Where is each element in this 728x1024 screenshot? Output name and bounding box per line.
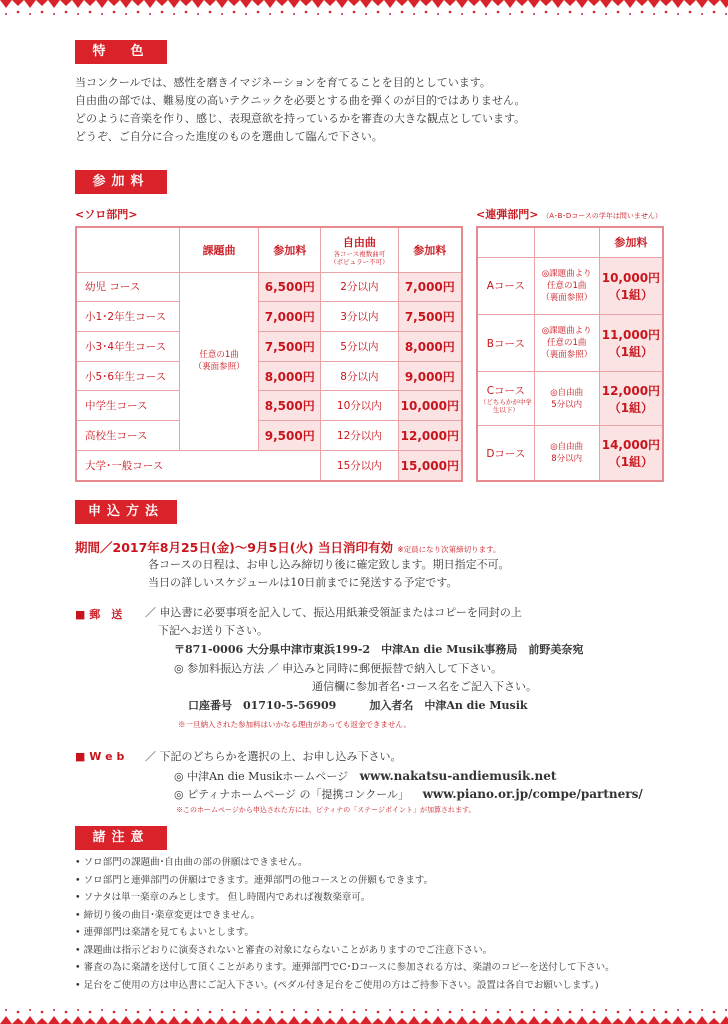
period-line: 当日の詳しいスケジュールは10日前までに発送する予定です。 xyxy=(148,576,458,589)
course-cell: Dコース xyxy=(477,426,534,481)
mail-label: ■ 郵 送 xyxy=(75,608,123,621)
fee-value: 11,000円 xyxy=(601,328,661,343)
course-cell: 小1･2年生コース xyxy=(76,302,179,332)
col-fee: 参加料 xyxy=(599,227,663,257)
features-line: 自由曲の部では、難易度の高いテクニックを必要とする曲を弾くのが目的ではありません。 xyxy=(75,94,526,107)
fee-cell xyxy=(599,372,663,426)
table-row xyxy=(76,421,462,451)
table-header-row xyxy=(76,227,462,272)
apply-period xyxy=(75,538,501,556)
content-line: 任意の1曲 xyxy=(547,338,587,349)
list-item: • 連弾部門は楽譜を見てもよいとします。 xyxy=(75,927,254,938)
content-line: ◎課題曲より xyxy=(541,268,592,279)
content-line: ◎課題曲より xyxy=(541,326,592,337)
table-row xyxy=(76,361,462,391)
duo-section-label xyxy=(476,206,662,222)
time-cell: 10分以内 xyxy=(321,391,398,421)
course-cell: 幼児 コース xyxy=(76,272,179,302)
task-text1: 任意の1曲 xyxy=(199,350,239,361)
table-row xyxy=(477,314,663,371)
fee1-cell: 8,500円 xyxy=(259,391,321,421)
col-free-label: 自由曲 xyxy=(342,235,376,249)
fee2-cell: 10,000円 xyxy=(398,391,462,421)
fees-heading: 参加料 xyxy=(75,170,167,194)
corner-cell xyxy=(76,227,179,272)
course-sub: （どちらかが中学生以下） xyxy=(479,398,532,415)
web-site-line xyxy=(174,785,643,804)
mail-line: 下記へお送り下さい。 xyxy=(158,624,268,637)
time-cell: 2分以内 xyxy=(321,272,398,302)
table-row xyxy=(76,450,462,481)
web-label: ■ W e b xyxy=(75,750,125,763)
list-item: • 足台をご使用の方は申込書にご記入下さい。(ペダル付き足台をご使用の方はご持参下さい。設置は各自でお願いします。) xyxy=(75,979,599,991)
table-row xyxy=(477,257,663,314)
account-line: 口座番号 01710-5-56909 加入者名 中津An die Musik xyxy=(188,699,528,712)
solo-fee-table xyxy=(75,226,463,482)
features-line: どうぞ、ご自分に合った進度のものを選曲して臨んで下さい。 xyxy=(75,130,383,143)
notes-list xyxy=(75,854,715,994)
mail-address: 〒871-0006 大分県中津市東浜199-2 中津An die Musik事務局 前野美奈宛 xyxy=(174,643,584,656)
col-free-note1: 各コース複数曲可 xyxy=(333,249,386,258)
mail-line: ／ 申込書に必要事項を記入して、振込用紙兼受領証またはコピーを同封の上 xyxy=(145,606,522,619)
list-item: • 課題曲は指示どおりに演奏されないと審査の対象にならないことがありますのでご注意下さい。 xyxy=(75,944,493,956)
list-item: • 審査の為に楽譜を送付して頂くことがあります。連弾部門でC･Dコースに参加される方は、楽譜のコピーを送付して下さい。 xyxy=(75,962,615,973)
fee-unit: （1組） xyxy=(608,455,654,470)
list-item: • ソロ部門と連弾部門の併願はできます。連弾部門の他コースとの併願もできます。 xyxy=(75,874,434,886)
course-cell: 小3･4年生コース xyxy=(76,331,179,361)
fee1-cell: 6,500円 xyxy=(259,272,321,302)
fee-value: 10,000円 xyxy=(601,270,661,285)
nakatsu-site-link[interactable]: www.nakatsu-andiemusik.net xyxy=(359,769,557,783)
time-cell: 3分以内 xyxy=(321,302,398,332)
list-item: • 締切り後の曲目･楽章変更はできません。 xyxy=(75,909,260,921)
apply-period-text: 期間／2017年8月25日(金)～9月5日(火) 当日消印有効 xyxy=(75,540,393,555)
content-cell xyxy=(534,257,599,314)
fee-cell xyxy=(599,426,663,481)
col-fee2: 参加料 xyxy=(398,227,462,272)
content-cell xyxy=(534,314,599,371)
fee2-cell: 8,000円 xyxy=(398,331,462,361)
fee2-cell: 7,000円 xyxy=(398,272,462,302)
time-cell: 15分以内 xyxy=(321,450,398,481)
col-fee1: 参加料 xyxy=(259,227,321,272)
content-line: （裏面参照） xyxy=(541,350,593,361)
fee1-cell: 9,500円 xyxy=(259,421,321,451)
apply-heading: 申込方法 xyxy=(75,500,177,524)
web-note: ※このホームページから申込された方には、ピティナの「ステージポイント」が加算されます。 xyxy=(176,806,476,814)
content-line: ◎自由曲 xyxy=(550,387,584,398)
web-site-line xyxy=(174,767,556,786)
transfer-line: ◎ 参加料振込方法 ／ 申込みと同時に郵便振替で納入して下さい。 xyxy=(174,662,503,675)
transfer-line: 通信欄に参加者名･コース名をご記入下さい。 xyxy=(312,680,537,693)
time-cell: 12分以内 xyxy=(321,421,398,451)
course-name: Cコース xyxy=(486,385,525,398)
fee-value: 14,000円 xyxy=(601,438,661,453)
solo-section-label: <ソロ部門> xyxy=(75,208,138,221)
col-free-note2: （ポピュラー不可） xyxy=(330,257,389,266)
features-line: 当コンクールでは、感性を磨きイマジネーションを育てることを目的としています。 xyxy=(75,76,491,89)
fee-unit: （1組） xyxy=(608,287,654,302)
fee1-cell: 7,000円 xyxy=(259,302,321,332)
fee-value: 12,000円 xyxy=(601,383,661,398)
fee2-cell: 7,500円 xyxy=(398,302,462,332)
task-cell xyxy=(179,272,258,450)
duo-fee-table xyxy=(476,226,664,482)
features-line: どのように音楽を作り、感じ、表現意欲を持っているかを審査の大きな観点としています。 xyxy=(75,112,526,125)
course-cell: Bコース xyxy=(477,314,534,371)
duo-label-text: <連弾部門> xyxy=(476,208,539,221)
task-text2: （裏面参照） xyxy=(193,362,245,373)
col-free xyxy=(321,227,398,272)
course-cell: 大学･一般コース xyxy=(76,450,321,481)
fee-unit: （1組） xyxy=(608,400,654,415)
apply-period-note: ※定員になり次第締切ります。 xyxy=(397,545,501,554)
fee-unit: （1組） xyxy=(608,345,654,360)
table-row xyxy=(76,302,462,332)
time-cell: 5分以内 xyxy=(321,331,398,361)
corner-cell xyxy=(477,227,534,257)
course-cell: 高校生コース xyxy=(76,421,179,451)
course-cell: 小5･6年生コース xyxy=(76,361,179,391)
table-header-row xyxy=(477,227,663,257)
site-label: ◎ ピティナホームページ の「提携コンクール」 xyxy=(174,788,410,801)
content-line: 8分以内 xyxy=(551,454,583,465)
content-line: ◎自由曲 xyxy=(550,442,584,453)
web-line: ／ 下記のどちらかを選択の上、お申し込み下さい。 xyxy=(145,750,402,763)
fee2-cell: 9,000円 xyxy=(398,361,462,391)
content-cell xyxy=(534,372,599,426)
features-heading: 特 色 xyxy=(75,40,167,64)
fee1-cell: 8,000円 xyxy=(259,361,321,391)
fee1-cell: 7,500円 xyxy=(259,331,321,361)
content-cell xyxy=(534,426,599,481)
site-label: ◎ 中津An die Musikホームページ xyxy=(174,770,349,783)
apply-period-details xyxy=(148,556,510,592)
notes-heading: 諸注意 xyxy=(75,826,167,850)
course-cell xyxy=(477,372,534,426)
fee2-cell: 12,000円 xyxy=(398,421,462,451)
table-row xyxy=(76,331,462,361)
content-line: 5分以内 xyxy=(551,399,583,410)
content-line: 任意の1曲 xyxy=(547,280,587,291)
content-col-empty xyxy=(534,227,599,257)
time-cell: 8分以内 xyxy=(321,361,398,391)
table-row xyxy=(76,391,462,421)
fee2-cell: 15,000円 xyxy=(398,450,462,481)
list-item: • ソロ部門の課題曲･自由曲の部の併願はできません。 xyxy=(75,857,308,868)
piano-site-link[interactable]: www.piano.or.jp/compe/partners/ xyxy=(422,787,643,801)
decorative-border-top xyxy=(0,0,728,20)
decorative-border-bottom xyxy=(0,1004,728,1024)
features-text xyxy=(75,74,715,146)
content-line: （裏面参照） xyxy=(541,292,593,303)
table-row xyxy=(76,272,462,302)
duo-label-note: （A･B･Dコースの学年は問いません） xyxy=(542,212,662,220)
fee-cell xyxy=(599,314,663,371)
col-task: 課題曲 xyxy=(179,227,258,272)
course-cell: 中学生コース xyxy=(76,391,179,421)
table-row xyxy=(477,372,663,426)
period-line: 各コースの日程は、お申し込み締切り後に確定致します。期日指定不可。 xyxy=(148,558,510,571)
fee-cell xyxy=(599,257,663,314)
refund-note: ※一旦納入された参加料はいかなる理由があっても返金できません。 xyxy=(178,720,411,729)
list-item: • ソナタは単一楽章のみとします。 但し時間内であれば複数楽章可。 xyxy=(75,892,371,903)
course-cell: Aコース xyxy=(477,257,534,314)
table-row xyxy=(477,426,663,481)
